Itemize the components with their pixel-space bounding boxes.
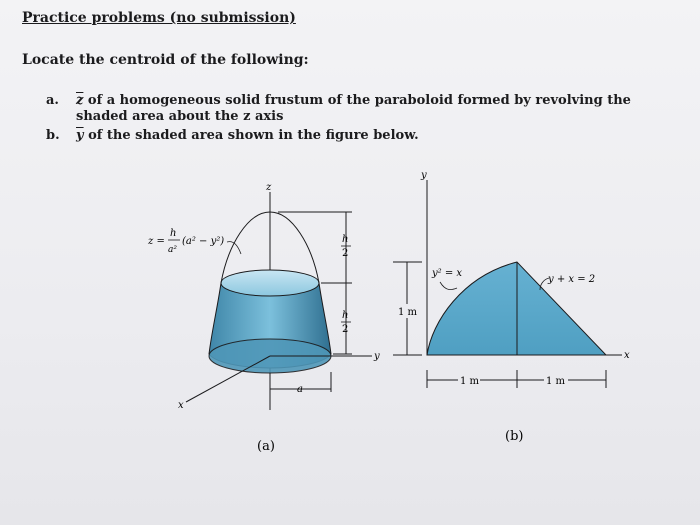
radius-label: a [297, 384, 303, 395]
eq-denominator: a² [168, 245, 177, 255]
dim-bot-den: 2 [342, 324, 349, 335]
dim-bot-num: h [342, 310, 349, 321]
eq-prefix: z = [148, 236, 165, 247]
line-label: y + x = 2 [548, 274, 596, 285]
item-description: of the shaded area shown in the figure below. [88, 128, 419, 143]
dim-top-num: h [342, 234, 349, 245]
eq-rest: (a² − y²) [182, 236, 225, 247]
item-label: a. [46, 93, 59, 108]
item-label: b. [46, 128, 60, 143]
curve-leader [440, 282, 457, 290]
base-dim-1-label: 1 m [460, 376, 480, 387]
dim-top-den: 2 [342, 248, 349, 259]
x-axis-label: x [178, 400, 184, 411]
centroid-symbol: $\overline{y}$ [76, 128, 84, 143]
height-dim-label: 1 m [398, 307, 418, 318]
curve-label: y² = x [432, 268, 463, 279]
z-axis-label: z [266, 182, 272, 193]
problem-prompt: Locate the centroid of the following: [22, 52, 309, 68]
page-title: Practice problems (no submission) [22, 10, 296, 26]
y-axis-label: y [374, 351, 380, 362]
eq-numerator: h [170, 228, 177, 239]
y-axis-label: y [421, 170, 427, 181]
base-dim-2-label: 1 m [546, 376, 566, 387]
x-axis-label: x [624, 350, 630, 361]
centroid-symbol: $\overline{z}$ [76, 93, 84, 108]
figure-a-caption: (a) [257, 439, 275, 454]
figure-b-caption: (b) [505, 429, 524, 444]
item-description: of a homogeneous solid frustum of the paraboloid formed by revolving the shaded area about the z axis [76, 93, 631, 124]
